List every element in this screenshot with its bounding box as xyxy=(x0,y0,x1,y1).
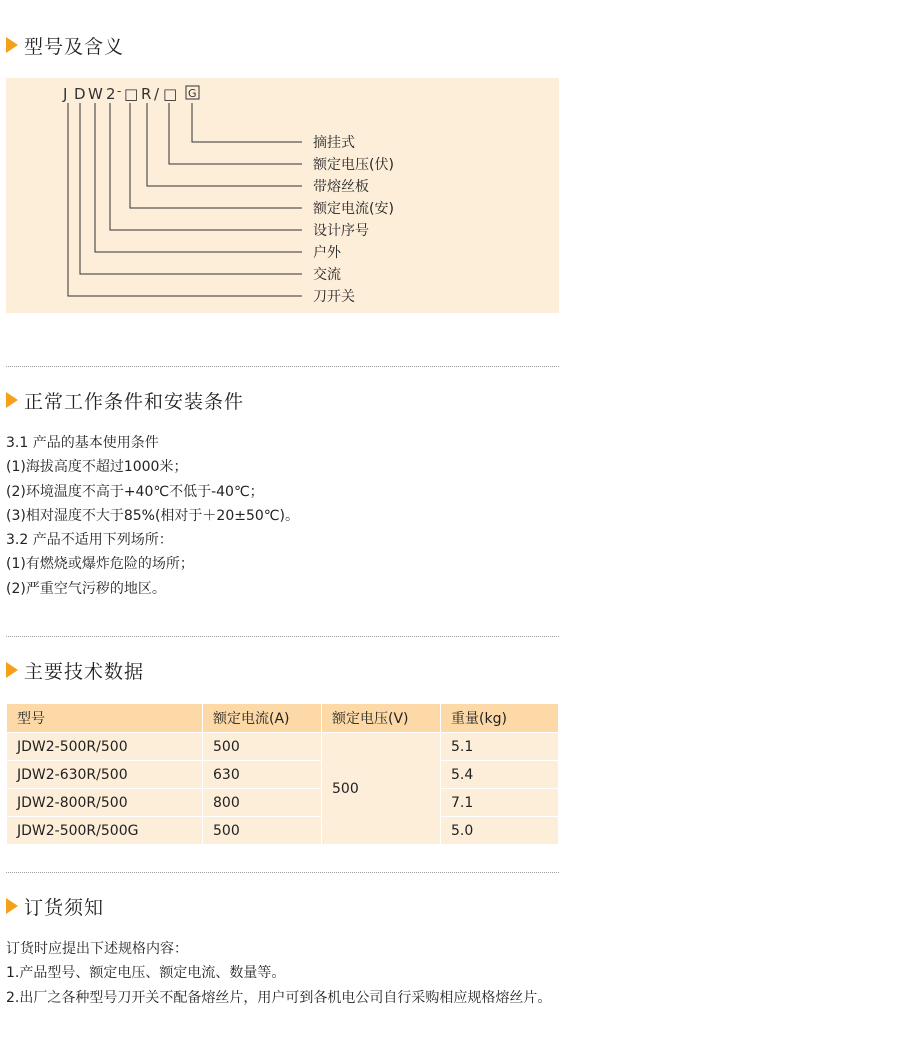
section-heading-order xyxy=(6,893,104,919)
code-char: □ xyxy=(163,85,178,103)
meaning-label: 带熔丝板 xyxy=(313,179,369,195)
meaning-label: 额定电压(伏) xyxy=(313,157,394,173)
section-title: 型号及含义 xyxy=(24,35,125,58)
meaning-label: 交流 xyxy=(313,267,341,283)
model-code-diagram xyxy=(6,78,559,313)
conditions-text xyxy=(6,431,299,601)
code-char: J xyxy=(63,85,68,103)
order-line: 订货时应提出下述规格内容： xyxy=(6,941,188,957)
condition-line: (2)严重空气污秽的地区。 xyxy=(6,580,166,597)
dotted-divider xyxy=(6,636,559,637)
triangle-bullet-icon xyxy=(6,898,18,914)
cell-weight: 5.4 xyxy=(441,761,559,789)
triangle-bullet-icon xyxy=(6,662,18,678)
meaning-label: 设计序号 xyxy=(313,223,369,239)
header-current: 额定电流(A) xyxy=(203,704,322,733)
cell-model: JDW2-500R/500G xyxy=(7,817,203,845)
dotted-divider xyxy=(6,366,559,367)
header-voltage: 额定电压(V) xyxy=(322,704,441,733)
condition-line: (1)海拔高度不超过1000米； xyxy=(6,459,188,476)
condition-line: 3.2 产品不适用下列场所： xyxy=(6,532,173,549)
code-char: / xyxy=(154,85,160,103)
cell-model: JDW2-500R/500 xyxy=(7,733,203,761)
section-heading-tech xyxy=(6,657,144,683)
cell-model: JDW2-630R/500 xyxy=(7,761,203,789)
meaning-label: 摘挂式 xyxy=(313,135,355,151)
triangle-bullet-icon xyxy=(6,392,18,408)
dotted-divider xyxy=(6,872,559,873)
header-model: 型号 xyxy=(7,704,203,733)
code-char: R xyxy=(141,85,152,103)
section-title: 正常工作条件和安装条件 xyxy=(24,390,245,413)
order-line: 1.产品型号、额定电压、额定电流、数量等。 xyxy=(6,965,286,982)
code-char: W xyxy=(88,85,103,103)
cell-voltage: 500 xyxy=(322,733,441,845)
order-line: 2.出厂之各种型号刀开关不配备熔丝片，用户可到各机电公司自行采购相应规格熔丝片。 xyxy=(6,989,552,1006)
code-char: 2 xyxy=(106,85,116,103)
code-char: D xyxy=(74,85,86,103)
cell-current: 500 xyxy=(203,817,322,845)
meaning-label: 刀开关 xyxy=(313,289,355,305)
cell-weight: 5.1 xyxy=(441,733,559,761)
tech-data-table xyxy=(6,703,559,845)
table-row xyxy=(7,817,559,845)
condition-line: (3)相对湿度不大于85%(相对于＋20±50℃)。 xyxy=(6,507,299,524)
table-row xyxy=(7,789,559,817)
table-row xyxy=(7,733,559,761)
cell-model: JDW2-800R/500 xyxy=(7,789,203,817)
header-weight: 重量(kg) xyxy=(441,704,559,733)
triangle-bullet-icon xyxy=(6,37,18,53)
cell-current: 630 xyxy=(203,761,322,789)
table-row xyxy=(7,761,559,789)
order-text xyxy=(6,937,566,1010)
condition-line: 3.1 产品的基本使用条件 xyxy=(6,435,159,451)
model-meaning-panel xyxy=(6,78,559,313)
meaning-label: 额定电流(安) xyxy=(313,201,394,217)
condition-line: (2)环境温度不高于+40℃不低于-40℃； xyxy=(6,483,264,500)
section-heading-conditions xyxy=(6,387,244,413)
cell-weight: 7.1 xyxy=(441,789,559,817)
cell-weight: 5.0 xyxy=(441,817,559,845)
section-heading-model xyxy=(6,32,124,58)
cell-current: 800 xyxy=(203,789,322,817)
meaning-label: 户外 xyxy=(313,245,341,261)
section-title: 订货须知 xyxy=(24,896,105,919)
section-title: 主要技术数据 xyxy=(24,660,145,683)
code-char: G xyxy=(188,87,197,100)
cell-current: 500 xyxy=(203,733,322,761)
condition-line: (1)有燃烧或爆炸危险的场所； xyxy=(6,556,194,573)
table-header-row xyxy=(7,704,559,733)
code-char: - xyxy=(117,84,122,98)
code-char: □ xyxy=(124,85,139,103)
